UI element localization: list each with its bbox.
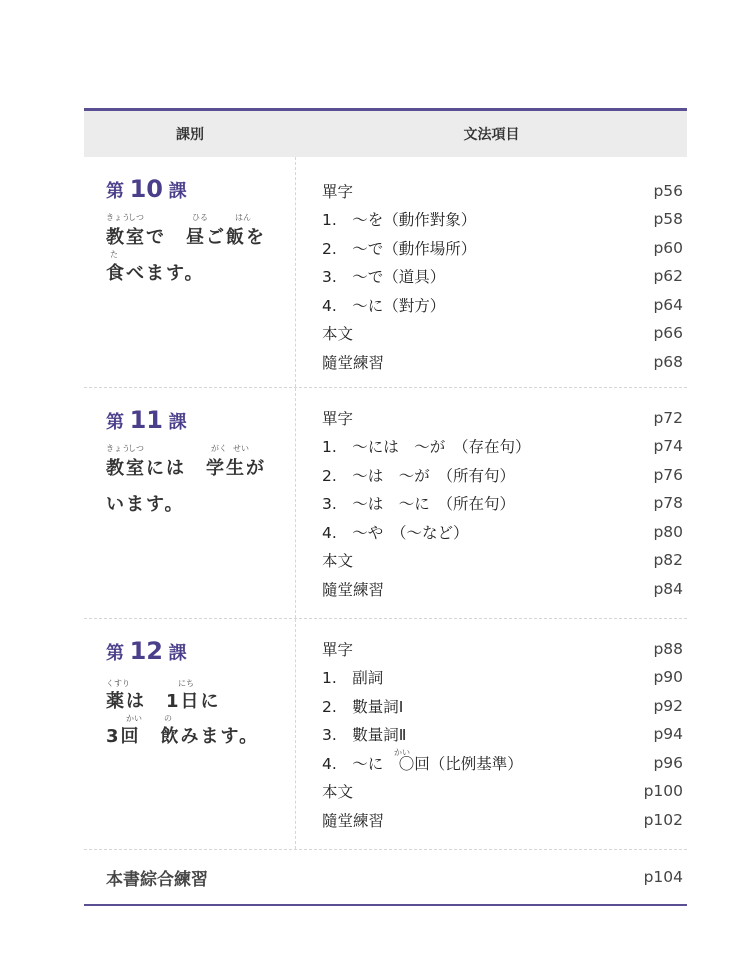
toc-row[interactable] — [322, 635, 683, 663]
lesson-sentence-line: 3回 飲みます。 — [106, 726, 260, 747]
toc-row[interactable] — [322, 518, 683, 546]
ruby: かい — [394, 748, 410, 757]
ruby: きょう — [106, 213, 130, 222]
lesson-number: 10 — [129, 175, 163, 203]
table-header — [84, 111, 687, 157]
toc-item: 本文 — [322, 325, 354, 343]
toc-row[interactable] — [322, 692, 683, 720]
header-grammar: 文法項目 — [463, 127, 520, 143]
toc-item: 單字 — [322, 641, 354, 659]
grammar-cell — [296, 157, 687, 387]
toc-row[interactable] — [322, 749, 683, 777]
page-number: p80 — [653, 523, 683, 541]
page-number: p64 — [653, 296, 683, 314]
ruby: しつ — [128, 444, 144, 453]
lesson-section-12 — [84, 619, 687, 850]
page-number: p66 — [653, 324, 683, 342]
toc-item: 隨堂練習 — [322, 812, 385, 830]
page-number: p88 — [653, 640, 683, 658]
toc-item: 4. ～に（對方） — [322, 297, 446, 315]
page-number: p72 — [653, 409, 683, 427]
toc-row[interactable] — [322, 432, 683, 460]
toc-row[interactable] — [322, 177, 683, 205]
page-number: p78 — [653, 494, 683, 512]
ruby: くすり — [106, 679, 130, 688]
lesson-title-suffix: 課 — [168, 412, 187, 433]
ruby: の — [164, 714, 172, 723]
page-number: p90 — [653, 668, 683, 686]
page-number: p92 — [653, 697, 683, 715]
page-number: p60 — [653, 239, 683, 257]
lesson-sentence-line: 教室で 昼ご飯を — [106, 227, 266, 248]
lesson-sentence-line: 薬は 1日に — [106, 691, 221, 712]
page-number: p62 — [653, 267, 683, 285]
grammar-cell — [296, 388, 687, 618]
toc-row[interactable] — [322, 575, 683, 603]
ruby: た — [110, 250, 118, 259]
toc-item: 隨堂練習 — [322, 581, 385, 599]
toc-item: 4. ～や （～など） — [322, 524, 469, 542]
toc-item: 本文 — [322, 552, 354, 570]
toc-item: 1. 副詞 — [322, 669, 384, 687]
page-number: p74 — [653, 437, 683, 455]
page-number: p76 — [653, 466, 683, 484]
toc-row[interactable] — [322, 262, 683, 290]
lesson-number: 11 — [129, 406, 163, 434]
toc-row[interactable] — [322, 663, 683, 691]
ruby: きょう — [106, 444, 130, 453]
grammar-cell — [296, 619, 687, 849]
toc-item: 1. ～には ～が （存在句） — [322, 438, 531, 456]
toc-item: 3. 數量詞Ⅱ — [322, 726, 407, 744]
toc-item: 本文 — [322, 783, 354, 801]
lesson-title-suffix: 課 — [168, 181, 187, 202]
ruby: ひる — [192, 213, 208, 222]
toc-row[interactable] — [322, 291, 683, 319]
lesson-sentence-line: います。 — [106, 494, 185, 515]
ruby: がく — [211, 444, 227, 453]
page-number: p94 — [653, 725, 683, 743]
lesson-title — [106, 637, 187, 665]
page-number: p84 — [653, 580, 683, 598]
toc-row[interactable] — [322, 806, 683, 834]
lesson-cell — [84, 157, 296, 387]
toc-item: 2. ～で（動作場所） — [322, 240, 477, 258]
toc-row[interactable] — [322, 205, 683, 233]
toc-row[interactable] — [322, 348, 683, 376]
toc-row[interactable] — [322, 720, 683, 748]
page-number: p56 — [653, 182, 683, 200]
page-number: p96 — [653, 754, 683, 772]
ruby: しつ — [128, 213, 144, 222]
lesson-sentence-line: 教室には 学生が — [106, 458, 266, 479]
lesson-cell — [84, 388, 296, 618]
lesson-title-suffix: 課 — [168, 643, 187, 664]
toc-item: 1. ～を（動作對象） — [322, 211, 477, 229]
lesson-section-11 — [84, 388, 687, 619]
page-number: p102 — [643, 811, 683, 829]
lesson-sentence-line: 食べます。 — [106, 263, 205, 284]
page-number: p58 — [653, 210, 683, 228]
bottom-rule — [84, 904, 687, 906]
lesson-section-10 — [84, 157, 687, 388]
page-number: p68 — [653, 353, 683, 371]
lesson-title — [106, 175, 187, 203]
page-number: p82 — [653, 551, 683, 569]
toc-item: 2. ～は ～が （所有句） — [322, 467, 516, 485]
toc-item: 3. ～は ～に （所在句） — [322, 495, 516, 513]
toc-item: 隨堂練習 — [322, 354, 385, 372]
lesson-cell — [84, 619, 296, 849]
lesson-title — [106, 406, 187, 434]
toc-row[interactable] — [322, 777, 683, 805]
lesson-title-prefix: 第 — [106, 412, 124, 433]
page-number: p100 — [643, 782, 683, 800]
page-number: p104 — [643, 868, 683, 886]
ruby: はん — [235, 213, 251, 222]
toc-row[interactable] — [322, 319, 683, 347]
final-title: 本書綜合練習 — [106, 869, 208, 890]
toc-row[interactable] — [322, 234, 683, 262]
lesson-number: 12 — [129, 637, 163, 665]
toc-item: 單字 — [322, 183, 354, 201]
ruby: かい — [126, 714, 142, 723]
toc-item: 單字 — [322, 410, 354, 428]
comprehensive-practice-row[interactable] — [84, 850, 687, 904]
toc-item: 3. ～で（道具） — [322, 268, 446, 286]
toc-row[interactable] — [322, 404, 683, 432]
table-of-contents — [84, 108, 687, 906]
toc-row[interactable] — [322, 546, 683, 574]
toc-row[interactable] — [322, 489, 683, 517]
toc-row[interactable] — [322, 461, 683, 489]
lesson-title-prefix: 第 — [106, 181, 124, 202]
toc-item: 4. ～に 〇回（比例基準） — [322, 755, 523, 773]
ruby: せい — [233, 444, 249, 453]
lesson-title-prefix: 第 — [106, 643, 124, 664]
ruby: にち — [178, 679, 194, 688]
toc-item: 2. 數量詞Ⅰ — [322, 698, 404, 716]
header-lesson: 課別 — [176, 127, 204, 143]
